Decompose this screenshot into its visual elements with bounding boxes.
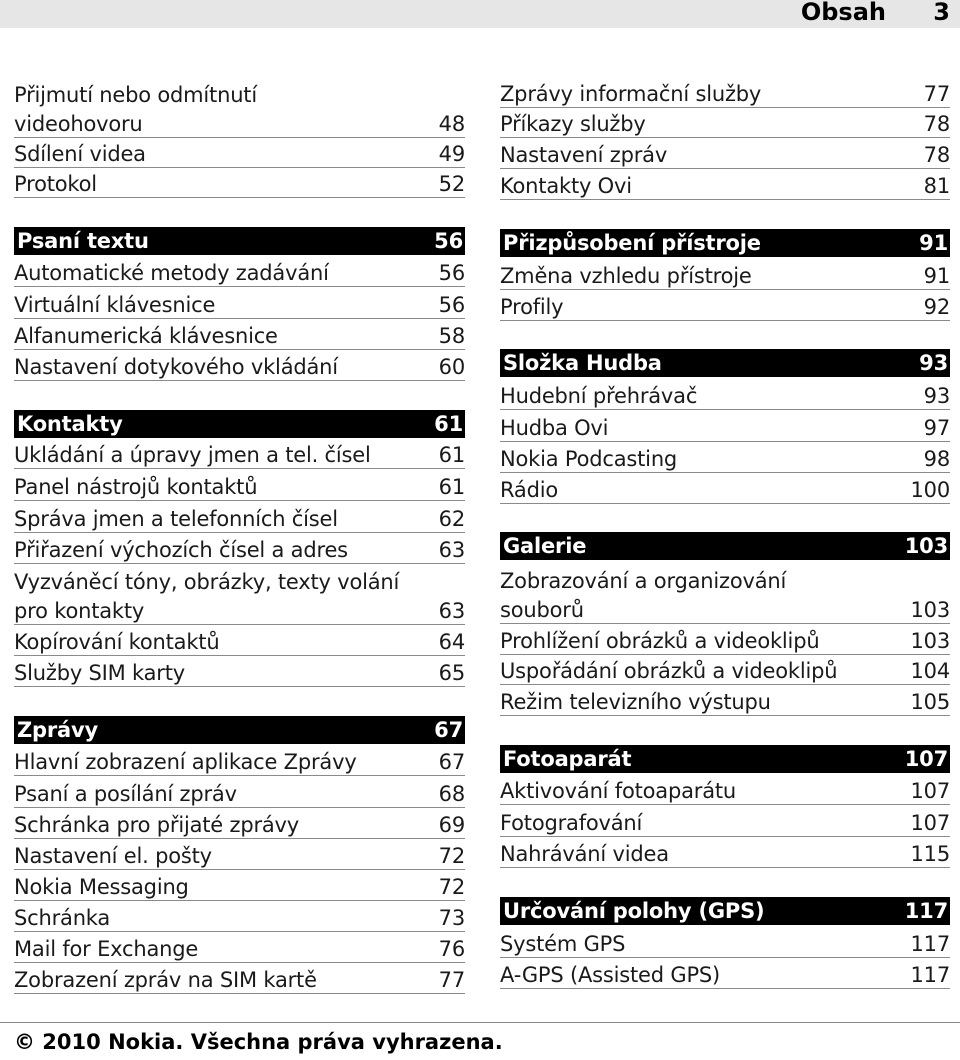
toc-section-slozka-hudba[interactable] <box>500 349 950 377</box>
toc-entry-page-number: 69 <box>438 813 465 837</box>
copyright-footer: © 2010 Nokia. Všechna práva vyhrazena. <box>14 1030 503 1054</box>
toc-entry-page-number: 67 <box>438 750 465 774</box>
toc-entry-page-number: 115 <box>910 842 950 866</box>
footer-divider <box>0 1022 960 1023</box>
toc-entry-page-number: 100 <box>910 478 950 502</box>
toc-entry-page-number: 77 <box>923 82 950 106</box>
toc-entry-title: Nokia Messaging <box>14 875 189 899</box>
toc-entry-title: souborů <box>500 598 584 622</box>
toc-entry-zobrazeni-zprav-na-sim-karte[interactable] <box>14 966 465 994</box>
toc-entry-psani-a-posilani-zprav[interactable] <box>14 780 465 808</box>
toc-entry-hudba-ovi[interactable] <box>500 414 950 442</box>
toc-entry-page-number: 52 <box>438 172 465 196</box>
toc-entry-hlavni-zobrazeni-aplikace-zpravy[interactable] <box>14 748 465 776</box>
toc-section-fotoaparat[interactable] <box>500 745 950 773</box>
toc-entry-title: Nahrávání videa <box>500 842 669 866</box>
toc-entry-title: Virtuální klávesnice <box>14 293 216 317</box>
toc-entry-title: A-GPS (Assisted GPS) <box>500 963 721 987</box>
header-title: Obsah <box>800 0 886 26</box>
toc-entry-pro-kontakty[interactable] <box>14 597 465 625</box>
toc-entry-title: Kontakty <box>17 412 123 436</box>
toc-entry-page-number: 103 <box>904 534 948 558</box>
toc-entry-title: Nastavení el. pošty <box>14 844 212 868</box>
toc-entry-zmena-vzhledu-pristroje[interactable] <box>500 262 950 290</box>
toc-entry-page-number: 56 <box>434 229 463 253</box>
toc-entry-title: Sdílení videa <box>14 142 146 166</box>
toc-entry-prijmuti-nebo-odmitnuti[interactable] <box>14 80 465 108</box>
toc-entry-page-number: 62 <box>438 507 465 531</box>
toc-entry-title: Složka Hudba <box>503 351 662 375</box>
toc-entry-sprava-jmen-a-telefonnich-cisel[interactable] <box>14 505 465 533</box>
toc-entry-page-number: 56 <box>438 293 465 317</box>
toc-entry-system-gps[interactable] <box>500 930 950 958</box>
toc-entry-page-number: 117 <box>910 963 950 987</box>
toc-entry-page-number: 91 <box>919 231 948 255</box>
toc-entry-sdileni-videa[interactable] <box>14 140 465 168</box>
toc-entry-page-number: 117 <box>910 932 950 956</box>
toc-entry-title: Příkazy služby <box>500 112 646 136</box>
toc-entry-alfanumericka-klavesnice[interactable] <box>14 322 465 350</box>
header-page-number: 3 <box>933 0 950 26</box>
toc-entry-title: Galerie <box>503 534 587 558</box>
toc-entry-title: Zprávy informační služby <box>500 82 762 106</box>
toc-entry-title: Prohlížení obrázků a videoklipů <box>500 629 820 653</box>
toc-section-urcovani-polohy-gps[interactable] <box>500 897 950 925</box>
toc-entry-title: Aktivování fotoaparátu <box>500 779 737 803</box>
toc-entry-page-number: 103 <box>910 598 950 622</box>
toc-entry-page-number: 65 <box>438 661 465 685</box>
toc-entry-page-number: 72 <box>438 875 465 899</box>
toc-entry-page-number: 67 <box>434 718 463 742</box>
toc-entry-prohlizeni-obrazku-a-videoklipu[interactable] <box>500 627 950 655</box>
toc-entry-hudebni-prehravac[interactable] <box>500 382 950 410</box>
toc-entry-page-number: 93 <box>919 351 948 375</box>
toc-entry-page-number: 48 <box>438 112 465 136</box>
toc-entry-page-number: 77 <box>438 968 465 992</box>
toc-entry-title: Uspořádání obrázků a videoklipů <box>500 659 838 683</box>
toc-entry-nahravani-videa[interactable] <box>500 840 950 868</box>
toc-entry-title: Rádio <box>500 478 559 502</box>
toc-entry-title: Alfanumerická klávesnice <box>14 324 278 348</box>
toc-entry-page-number: 104 <box>910 659 950 683</box>
toc-entry-aktivovani-fotoaparatu[interactable] <box>500 777 950 805</box>
toc-entry-page-number: 98 <box>923 447 950 471</box>
toc-entry-rezim-televizniho-vystupu[interactable] <box>500 688 950 716</box>
toc-entry-title: Přijmutí nebo odmítnutí <box>14 83 257 107</box>
toc-entry-schranka-pro-prijate-zpravy[interactable] <box>14 811 465 839</box>
toc-entry-nastaveni-zprav[interactable] <box>500 141 950 169</box>
toc-entry-title: Zprávy <box>17 718 98 742</box>
toc-section-galerie[interactable] <box>500 532 950 560</box>
toc-entry-page-number: 49 <box>438 142 465 166</box>
toc-section-psani-textu[interactable] <box>14 227 465 255</box>
toc-entry-nokia-podcasting[interactable] <box>500 445 950 473</box>
toc-entry-usporadani-obrazku-a-videoklipu[interactable] <box>500 657 950 685</box>
toc-entry-profily[interactable] <box>500 293 950 321</box>
toc-entry-page-number: 63 <box>438 599 465 623</box>
toc-entry-page-number: 93 <box>923 384 950 408</box>
toc-entry-page-number: 61 <box>438 443 465 467</box>
toc-entry-title: Schránka <box>14 906 111 930</box>
toc-section-zpravy[interactable] <box>14 716 465 744</box>
toc-entry-page-number: 97 <box>923 416 950 440</box>
toc-entry-schranka[interactable] <box>14 904 465 932</box>
toc-entry-page-number: 107 <box>904 747 948 771</box>
toc-entry-title: Profily <box>500 295 564 319</box>
toc-entry-page-number: 76 <box>438 937 465 961</box>
toc-entry-prirazeni-vychozich-cisel-a-adres[interactable] <box>14 536 465 564</box>
toc-entry-title: Přizpůsobení přístroje <box>503 231 761 255</box>
toc-entry-prikazy-sluzby[interactable] <box>500 110 950 138</box>
toc-entry-ukladani-a-upravy-jmen-a-tel-cisel[interactable] <box>14 441 465 469</box>
toc-section-kontakty[interactable] <box>14 410 465 438</box>
toc-entry-title: Kopírování kontaktů <box>14 630 220 654</box>
toc-entry-page-number: 78 <box>923 143 950 167</box>
toc-entry-title: Režim televizního výstupu <box>500 690 771 714</box>
toc-entry-page-number: 103 <box>910 629 950 653</box>
toc-entry-page-number: 92 <box>923 295 950 319</box>
toc-entry-page-number: 72 <box>438 844 465 868</box>
toc-entry-page-number: 81 <box>923 174 950 198</box>
toc-entry-title: Hlavní zobrazení aplikace Zprávy <box>14 750 357 774</box>
toc-entry-title: Fotografování <box>500 811 643 835</box>
toc-entry-souboru[interactable] <box>500 596 950 624</box>
toc-entry-automaticke-metody-zadavani[interactable] <box>14 259 465 287</box>
toc-entry-title: Nastavení dotykového vkládání <box>14 355 338 379</box>
toc-entry-title: Hudba Ovi <box>500 416 609 440</box>
toc-entry-page-number: 68 <box>438 782 465 806</box>
toc-entry-title: Ukládání a úpravy jmen a tel. čísel <box>14 443 371 467</box>
toc-entry-radio[interactable] <box>500 476 950 504</box>
toc-entry-title: Psaní textu <box>17 229 149 253</box>
toc-entry-title: Změna vzhledu přístroje <box>500 264 752 288</box>
page-header <box>0 0 960 28</box>
toc-entry-title: Určování polohy (GPS) <box>503 899 765 923</box>
toc-entry-title: Vyzváněcí tóny, obrázky, texty volání <box>14 570 400 594</box>
toc-entry-title: Nokia Podcasting <box>500 447 678 471</box>
toc-entry-title: Správa jmen a telefonních čísel <box>14 507 338 531</box>
toc-entry-page-number: 61 <box>434 412 463 436</box>
toc-entry-nastaveni-el-posty[interactable] <box>14 842 465 870</box>
toc-entry-zpravy-informacni-sluzby[interactable] <box>500 80 950 108</box>
toc-entry-title: Protokol <box>14 172 97 196</box>
toc-entry-virtualni-klavesnice[interactable] <box>14 291 465 319</box>
toc-entry-page-number: 105 <box>910 690 950 714</box>
toc-entry-page-number: 117 <box>904 899 948 923</box>
toc-entry-page-number: 58 <box>438 324 465 348</box>
toc-entry-videohovoru[interactable] <box>14 110 465 138</box>
toc-entry-nastaveni-dotykoveho-vkladani[interactable] <box>14 353 465 381</box>
toc-entry-page-number: 56 <box>438 261 465 285</box>
toc-entry-zobrazovani-a-organizovani[interactable] <box>500 566 950 594</box>
toc-entry-title: Přiřazení výchozích čísel a adres <box>14 538 348 562</box>
toc-entry-page-number: 91 <box>923 264 950 288</box>
toc-entry-title: Mail for Exchange <box>14 937 199 961</box>
toc-entry-title: Panel nástrojů kontaktů <box>14 475 258 499</box>
toc-entry-nokia-messaging[interactable] <box>14 873 465 901</box>
toc-entry-title: Zobrazení zpráv na SIM kartě <box>14 968 317 992</box>
toc-entry-title: Hudební přehrávač <box>500 384 698 408</box>
toc-entry-panel-nastroju-kontaktu[interactable] <box>14 473 465 501</box>
toc-entry-page-number: 63 <box>438 538 465 562</box>
toc-entry-title: Schránka pro přijaté zprávy <box>14 813 300 837</box>
toc-entry-title: Zobrazování a organizování <box>500 569 787 593</box>
toc-entry-protokol[interactable] <box>14 170 465 198</box>
toc-entry-page-number: 64 <box>438 630 465 654</box>
toc-entry-sluzby-sim-karty[interactable] <box>14 659 465 687</box>
toc-entry-title: Systém GPS <box>500 932 626 956</box>
toc-entry-page-number: 61 <box>438 475 465 499</box>
toc-entry-title: Psaní a posílání zpráv <box>14 782 237 806</box>
toc-entry-mail-for-exchange[interactable] <box>14 935 465 963</box>
toc-entry-kontakty-ovi[interactable] <box>500 172 950 200</box>
toc-entry-title: videohovoru <box>14 112 143 136</box>
toc-entry-kopirovani-kontaktu[interactable] <box>14 628 465 656</box>
toc-entry-page-number: 107 <box>910 811 950 835</box>
toc-entry-title: Nastavení zpráv <box>500 143 668 167</box>
toc-entry-page-number: 73 <box>438 906 465 930</box>
toc-entry-a-gps-assisted-gps[interactable] <box>500 961 950 989</box>
toc-section-prizpusobeni-pristroje[interactable] <box>500 229 950 257</box>
toc-entry-page-number: 107 <box>910 779 950 803</box>
toc-entry-title: Kontakty Ovi <box>500 174 632 198</box>
toc-entry-title: Fotoaparát <box>503 747 632 771</box>
toc-entry-title: pro kontakty <box>14 599 145 623</box>
toc-entry-title: Služby SIM karty <box>14 661 186 685</box>
toc-entry-title: Automatické metody zadávání <box>14 261 329 285</box>
toc-entry-page-number: 60 <box>438 355 465 379</box>
toc-entry-page-number: 78 <box>923 112 950 136</box>
toc-entry-vyzvaneci-tony-obrazky-texty-volani[interactable] <box>14 567 465 595</box>
toc-entry-fotografovani[interactable] <box>500 809 950 837</box>
